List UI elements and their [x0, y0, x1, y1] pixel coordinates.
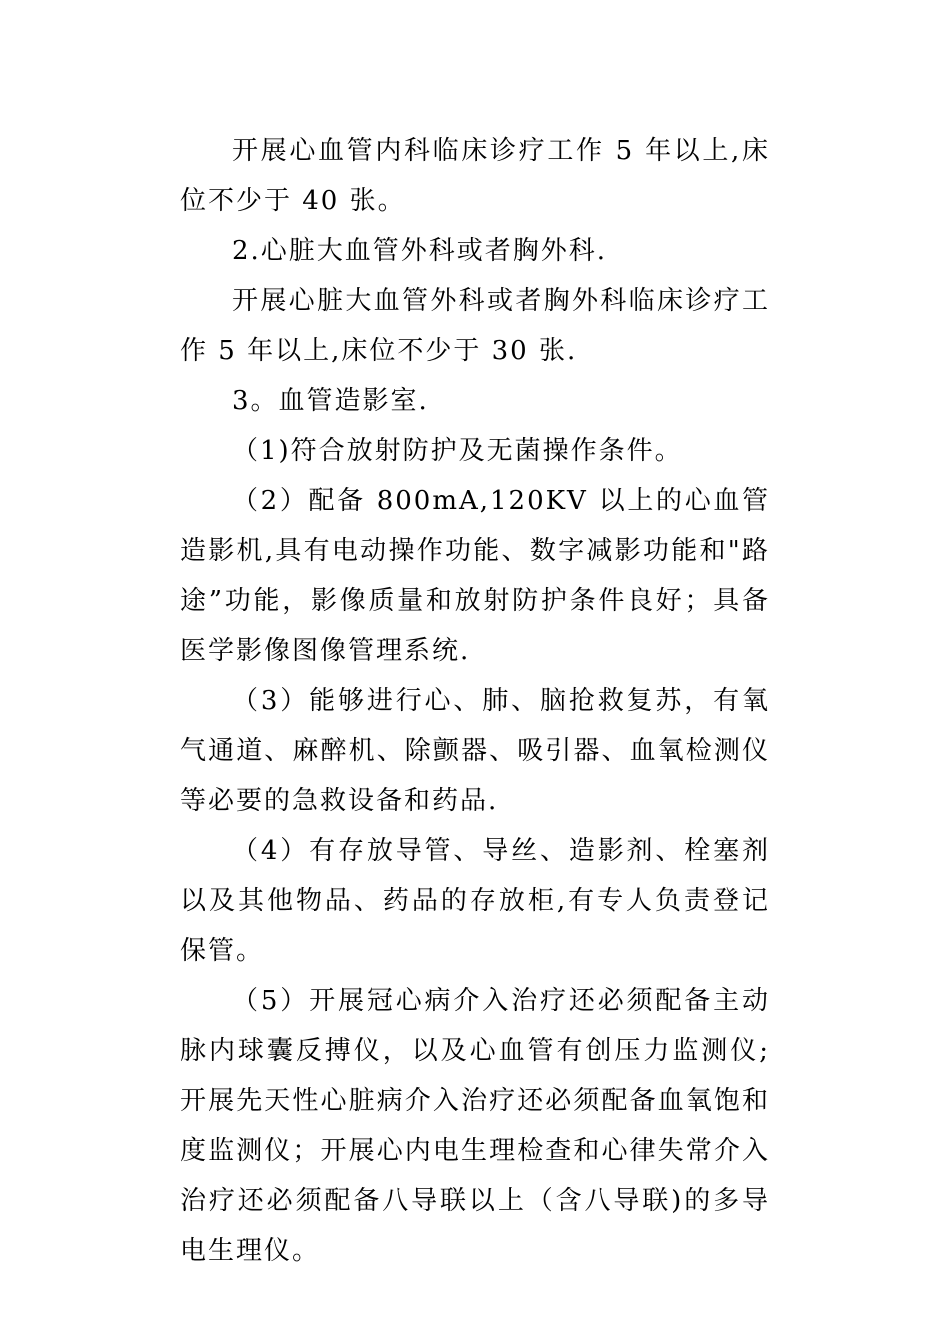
paragraph-item-3: （3）能够进行心、肺、脑抢救复苏，有氧气通道、麻醉机、除颤器、吸引器、血氧检测仪等必要的急救设备和药品. [180, 686, 770, 816]
paragraph-cardiology-requirement: 开展心血管内科临床诊疗工作 5 年以上,床位不少于 40 张。 [180, 136, 770, 216]
paragraph-item-5: （5）开展冠心病介入治疗还必须配备主动脉内球囊反搏仪，以及心血管有创压力监测仪;开展先天性心脏病介入治疗还必须配备血氧饱和度监测仪；开展心内电生理检查和心律失常介入治疗还必须配备八导联以上（含八导联)的多导电生理仪。 [180, 986, 770, 1266]
heading-angiography-room: 3。血管造影室. [232, 386, 429, 416]
paragraph-item-4: （4）有存放导管、导丝、造影剂、栓塞剂以及其他物品、药品的存放柜,有专人负责登记保管。 [180, 836, 770, 966]
document-body [180, 126, 770, 1276]
paragraph-item-1: （1)符合放射防护及无菌操作条件。 [232, 436, 683, 466]
paragraph-cardiac-surgery-requirement: 开展心脏大血管外科或者胸外科临床诊疗工作 5 年以上,床位不少于 30 张. [180, 286, 770, 366]
heading-cardiac-surgery: 2.心脏大血管外科或者胸外科. [232, 236, 608, 266]
paragraph-item-2: （2）配备 800mA,120KV 以上的心血管造影机,具有电动操作功能、数字减影功能和"路途”功能，影像质量和放射防护条件良好；具备医学影像图像管理系统. [180, 486, 770, 666]
